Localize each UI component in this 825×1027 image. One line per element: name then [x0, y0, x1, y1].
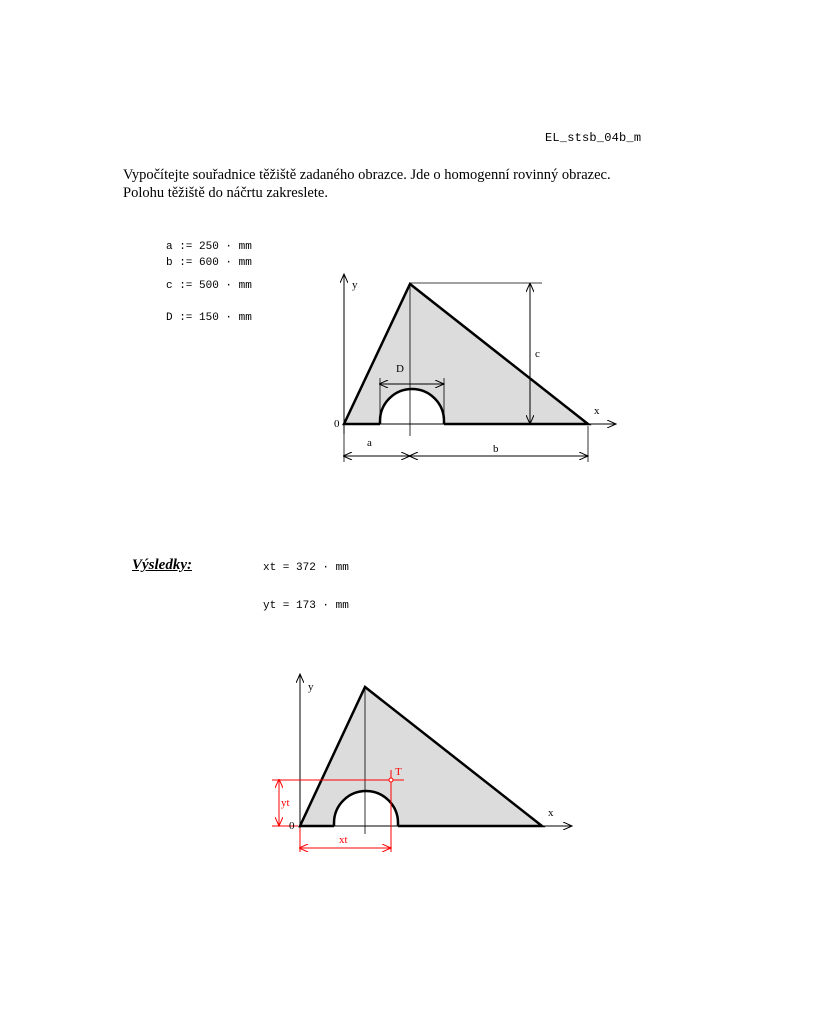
x-axis-label-result: x [548, 807, 554, 819]
task-line-2: Polohu těžiště do náčrtu zakreslete. [123, 185, 328, 201]
yt-label: yt [281, 797, 290, 809]
centroid-label: T [395, 766, 402, 778]
xt-label: xt [339, 834, 348, 846]
shape-area-result [300, 687, 542, 826]
result-xt: xt = 372 · mm [263, 562, 349, 574]
param-a: a := 250 · mm [166, 241, 252, 253]
origin-label: 0 [334, 418, 340, 430]
y-axis-label-result: y [308, 681, 314, 693]
document-code: EL_stsb_04b_m [545, 131, 642, 145]
result-yt: yt = 173 · mm [263, 600, 349, 612]
dim-D-label: D [396, 363, 404, 375]
x-axis-label: x [594, 405, 600, 417]
param-c: c := 500 · mm [166, 280, 252, 292]
task-line-1: Vypočítejte souřadnice těžiště zadaného obrazce. Jde o homogenní rovinný obrazec. [123, 167, 611, 183]
dim-b-label: b [493, 443, 499, 455]
results-title: Výsledky: [132, 557, 192, 573]
dim-c-label: c [535, 348, 540, 360]
centroid-point [389, 778, 393, 782]
param-b: b := 600 · mm [166, 257, 252, 269]
param-D: D := 150 · mm [166, 312, 252, 324]
y-axis-label: y [352, 279, 358, 291]
dim-a-label: a [367, 437, 372, 449]
origin-label-result: 0 [289, 820, 295, 832]
